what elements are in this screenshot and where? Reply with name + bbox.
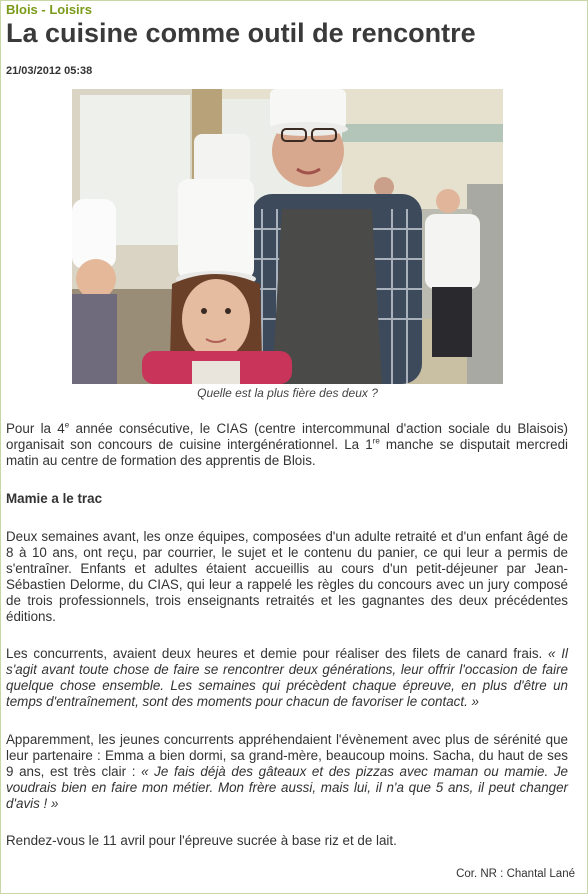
paragraph-5: Rendez-vous le 11 avril pour l'épreuve sucrée à base riz et de lait.	[6, 833, 397, 848]
paragraph-1-text-a: Pour la 4	[6, 421, 65, 436]
author-signature: Cor. NR : Chantal Lané	[456, 868, 575, 880]
paragraph-3	[6, 646, 568, 710]
paragraph-4-text: Apparemment, les jeunes concurrents appréhendaient l'évènement avec plus de sérénité que leur partenaire : Emma a bien dormi, sa grand-mère, beaucoup moins. Sacha, du haut de ses 9 ans, est très clair :	[6, 732, 568, 779]
article-title: La cuisine comme outil de rencontre	[6, 18, 476, 48]
article-photo	[72, 89, 503, 384]
paragraph-2: Deux semaines avant, les onze équipes, composées d'un adulte retraité et d'un enfant âgé de 8 à 10 ans, ont reçu, par courrier, le sujet et le contenu du panier, ce qui leur a permis de s'entraîner. Enfants et adultes étaient accueillis au cours d'un petit-déjeuner par Jean-Sébastien Delorme, du CIAS, qui leur a rappelé les règles du concours avec un jury composé de trois professionnels, trois enseignants retraités et les gagnantes des deux précédentes éditions.	[6, 529, 568, 624]
paragraph-3-quote: « Il s'agit avant toute chose de faire se rencontrer deux générations, leur offrir l'occasion de faire quelque chose ensemble. Les semaines qui précèdent chaque épreuve, en plus d'être un temps d'entraînement, sont des moments pour chacun de favoriser le contact. »	[6, 646, 568, 709]
paragraph-1-text-b: année consécutive, le CIAS (centre intercommunal d'action sociale du Blaisois) organisait son concours de cuisine intergénérationnel. La 1	[6, 421, 568, 452]
publication-date: 21/03/2012 05:38	[6, 65, 93, 77]
paragraph-4-quote: « Je fais déjà des gâteaux et des pizzas avec maman ou mamie. Je voudrais bien en faire mon métier. Mon frère aussi, mais lui, il n'a que 5 ans, il peut changer d'avis ! »	[6, 764, 568, 811]
photo-caption: Quelle est la plus fière des deux ?	[197, 386, 378, 400]
section-rubric[interactable]: Blois - Loisirs	[6, 2, 92, 17]
paragraph-4	[6, 732, 568, 812]
subheading: Mamie a le trac	[6, 491, 103, 506]
paragraph-3-text: Les concurrents, avaient deux heures et demie pour réaliser des filets de canard frais.	[6, 646, 549, 661]
paragraph-1	[6, 421, 568, 469]
paragraph-1-text-c: manche se disputait mercredi matin au centre de formation des apprentis de Blois.	[6, 437, 568, 468]
ordinal-suffix: e	[64, 420, 70, 430]
ordinal-suffix: re	[372, 436, 380, 446]
